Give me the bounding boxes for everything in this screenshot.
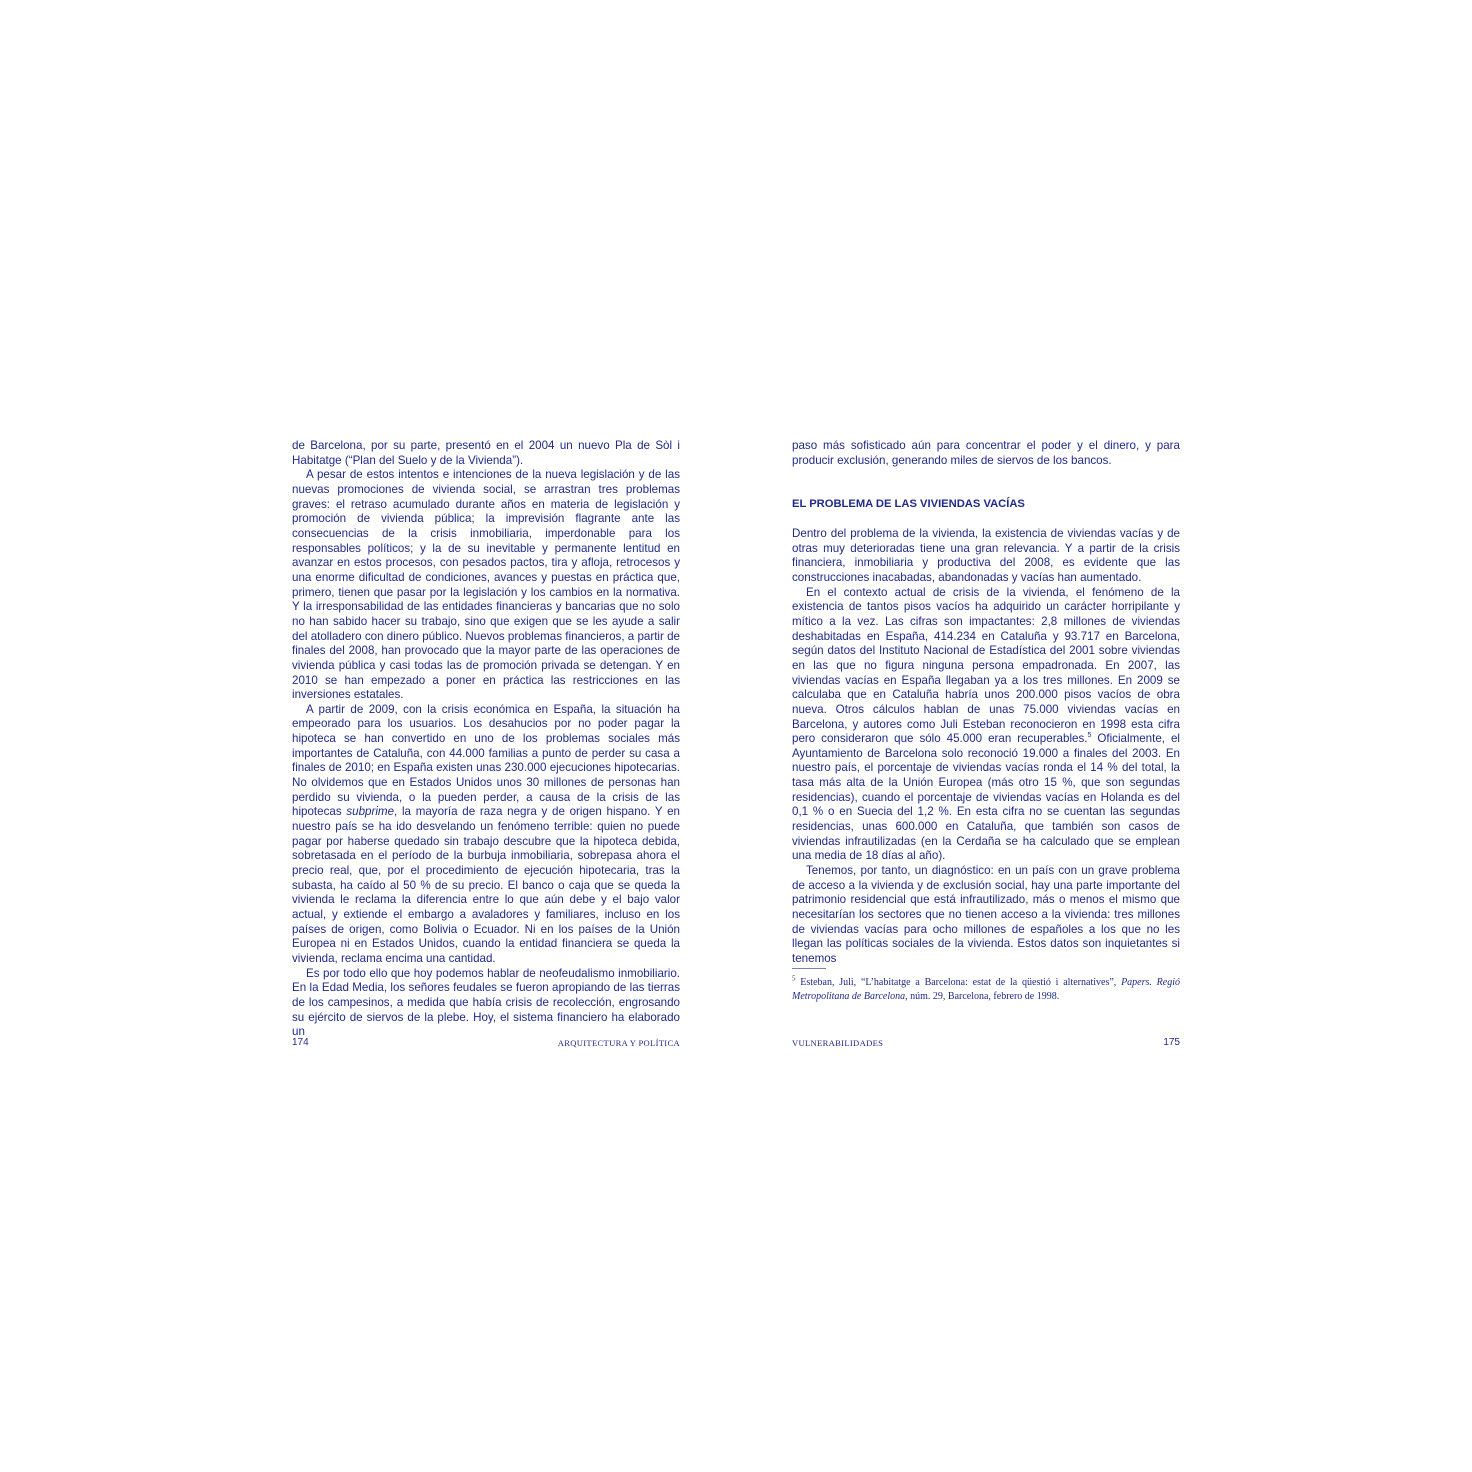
left-footer [292, 1037, 680, 1051]
right-footer [792, 1037, 1180, 1051]
page-number-right: 175 [1163, 1037, 1180, 1048]
paragraph [292, 703, 680, 967]
left-page [292, 439, 680, 1040]
right-page-body [792, 527, 1180, 967]
right-page [792, 439, 1181, 1002]
right-page-body-top [792, 439, 1180, 468]
paragraph [292, 468, 680, 703]
paragraph [292, 439, 680, 468]
text-run: Oficialmente, el Ayuntamiento de Barcelona solo reconoció 19.000 a finales del 2003. En nuestro país, el porcentaje de viviendas vacías ronda el 14 % del total, la tasa más alta de la Unión Europea (más otro 15 %, que son segundas residencias), cuando el porcentaje de viviendas vacías en Holanda es del 0,1 % o en Suecia del 1,2 %. En esta cifra no se cuentan las segundas residencias, unas 600.000 en Cataluña, que también son casos de viviendas infrautilizadas (en la Cerdaña se ha calculado que se emplean una media de 18 días al año). [792, 732, 1180, 863]
text-run: A pesar de estos intentos e intenciones de la nueva legislación y de las nuevas promociones de vivienda social, se arrastran tres problemas graves: el retraso acumulado durante años en materia de legislación y promoción de vivienda pública; la imprevisión flagrante ante las consecuencias de la crisis inmobiliaria, imperdonable para los responsables políticos; y la de su inevitable y permanente lentitud en avanzar en estos procesos, con pesados pactos, tira y afloja, retrocesos y una enorme dificultad de condiciones, avances y puestas en práctica que, primero, tienen que pasar por la legislación y los cambios en la normativa. Y la irresponsabilidad de las entidades financieras y bancarias que no solo no han sabido hacer su trabajo, sino que exigen que se les ayude a salir del atolladero con dinero público. Nuevos problemas financieros, a partir de finales del 2008, han provocado que la mayor parte de las operaciones de vivienda pública y casi todas las de promoción privada se detengan. Y en 2010 se han empezado a poner en práctica las restricciones en las inversiones estatales. [292, 468, 680, 702]
footnote-marker: 5 [792, 974, 796, 983]
text-run: , núm. 29, Barcelona, febrero de 1998. [905, 990, 1060, 1002]
text-run: paso más sofisticado aún para concentrar el poder y el dinero, y para producir exclusión, generando miles de siervos de los bancos. [792, 439, 1180, 467]
italic-text: Papers. Regió Metropolitana de Barcelona [792, 977, 1181, 1002]
footnote [792, 976, 1180, 1003]
text-run: A partir de 2009, con la crisis económica en España, la situación ha empeorado para los usuarios. Los desahucios por no poder pagar la hipoteca se han convertido en uno de los problemas sociales más importantes de Cataluña, con 44.000 familias a punto de perder su casa a finales de 2010; en España existen unas 230.000 ejecuciones hipotecarias. No olvidemos que en Estados Unidos unos 30 millones de personas han perdido su vivienda, o la pueden perder, a causa de la crisis de las hipotecas [292, 702, 680, 819]
text-run: de Barcelona, por su parte, presentó en el 2004 un nuevo Pla de Sòl i Habitatge (“Plan del Suelo y de la Vivienda”). [292, 439, 680, 467]
italic-text: subprime [346, 805, 395, 819]
text-run: Dentro del problema de la vivienda, la existencia de viviendas vacías y de otras muy deterioradas tiene una gran relevancia. Y a partir de la crisis financiera, inmobiliaria y productiva del 2008, es evidente que las construcciones inacabadas, abandonadas y vacías han aumentado. [792, 526, 1180, 584]
left-page-body [292, 439, 680, 1040]
running-head-left: ARQUITECTURA Y POLÍTICA [557, 1038, 680, 1048]
section-heading: EL PROBLEMA DE LAS VIVIENDAS VACÍAS [792, 498, 1025, 511]
running-head-right: VULNERABILIDADES [792, 1038, 884, 1048]
paragraph [292, 967, 680, 1040]
footnote-rule [792, 968, 826, 969]
footnote-marker: 5 [1087, 732, 1092, 740]
paragraph [792, 586, 1180, 864]
text-run: , la mayoría de raza negra y de origen hispano. Y en nuestro país se ha ido desvelando un fenómeno terrible: quien no puede pagar por haberse quedado sin trabajo descubre que la hipoteca debida, sobretasada en el período de la burbuja inmobiliaria, sobrepasa ahora el precio real, que, por el procedimiento de ejecución hipotecaria, tras la subasta, ha caído al 50 % de su precio. El banco o caja que se queda la vivienda le reclama la diferencia entre lo que aún debe y el bajo valor actual, y extiende el embargo a avaladores y familiares, incluso en los países de origen, como Bolivia o Ecuador. Ni en los países de la Unión Europea ni en Estados Unidos, cuando la entidad financiera se queda la vivienda, reclama encima una cantidad. [292, 805, 680, 965]
page-number-left: 174 [292, 1037, 309, 1048]
text-run: Tenemos, por tanto, un diagnóstico: en un país con un grave problema de acceso a la vivienda y de exclusión social, hay una parte importante del patrimonio residencial que está infrautilizado, más o menos el mismo que necesitarían los sectores que no tienen acceso a la vivienda: tres millones de viviendas vacías para ocho millones de españoles a los que no les llegan las políticas sociales de la vivienda. Estos datos son inquietantes si tenemos [792, 864, 1180, 965]
paragraph [792, 864, 1180, 967]
text-run: En el contexto actual de crisis de la vivienda, el fenómeno de la existencia de tantos pisos vacíos ha adquirido un carácter horripilante y mítico a la vez. Las cifras son impactantes: 2,8 millones de viviendas deshabitadas en España, 414.234 en Cataluña y 93.717 en Barcelona, según datos del Instituto Nacional de Estadística del 2001 sobre viviendas en las que no figura ninguna persona empadronada. En 2007, las viviendas vacías en España llegaban ya a los tres millones. En 2009 se calculaba que en Cataluña habría unos 200.000 pisos vacíos de obra nueva. Otros cálculos hablan de unas 75.000 viviendas vacías en Barcelona, y autores como Juli Esteban reconocieron en 1998 esta cifra pero consideraron que sólo 45.000 eran recuperables. [792, 585, 1180, 746]
text-run: Esteban, Juli, “L’habitatge a Barcelona: estat de la qüestió i alternatives”, [795, 977, 1122, 988]
paragraph [792, 527, 1180, 586]
paragraph [792, 439, 1180, 468]
text-run: Es por todo ello que hoy podemos hablar de neofeudalismo inmobiliario. En la Edad Media, los señores feudales se fueron apropiando de las tierras de los campesinos, a medida que había crisis de recolección, engrosando su ejército de siervos de la plebe. Hoy, el sistema financiero ha elaborado un [292, 966, 680, 1039]
